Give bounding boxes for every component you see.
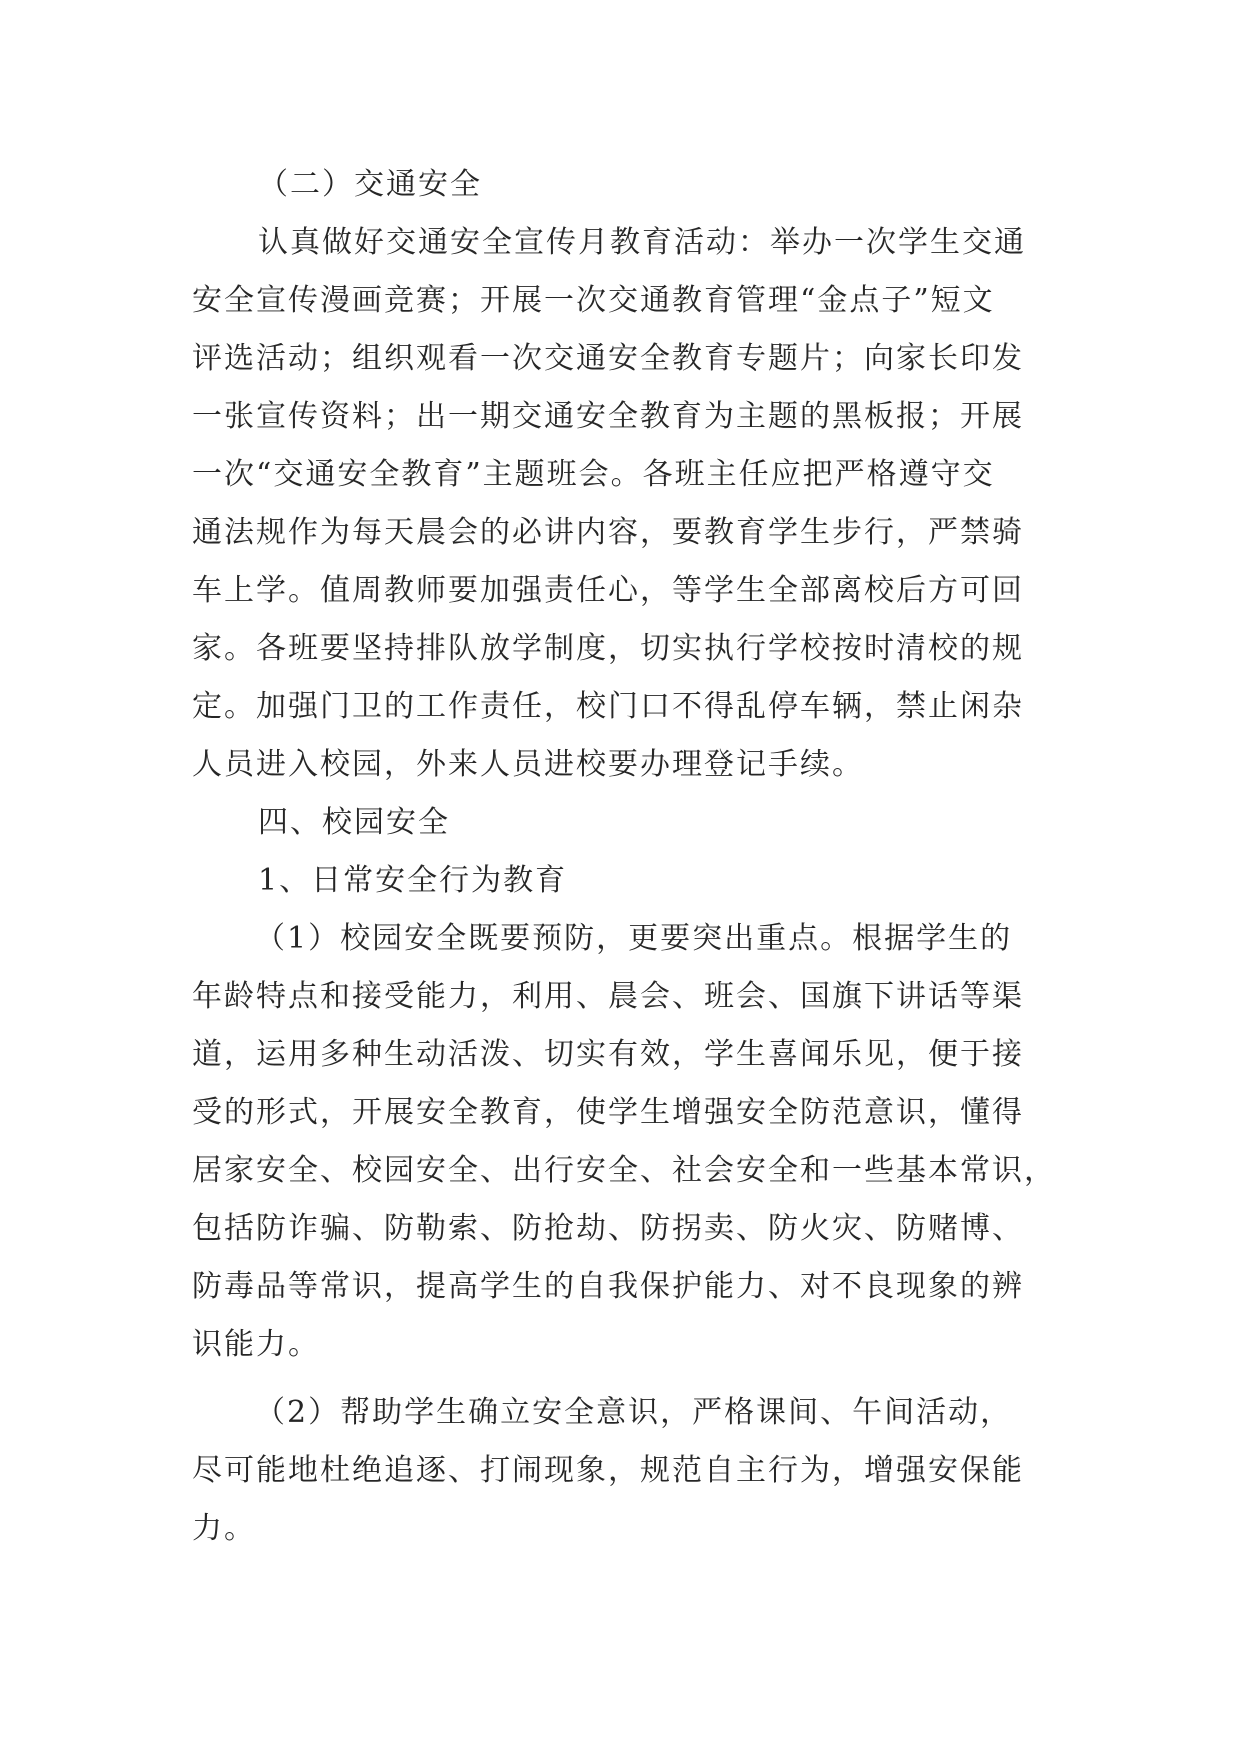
subsection-heading-daily-safety: 1、日常安全行为教育 (258, 863, 568, 898)
paragraph-line: （2）帮助学生确立安全意识，严格课间、午间活动， (255, 1395, 1013, 1430)
paragraph-line: 力。 (192, 1511, 256, 1546)
paragraph-line: 人员进入校园，外来人员进校要办理登记手续。 (192, 747, 864, 782)
paragraph-line: 车上学。值周教师要加强责任心，等学生全部离校后方可回 (192, 573, 1024, 608)
paragraph-line: 评选活动；组织观看一次交通安全教育专题片；向家长印发 (192, 341, 1024, 376)
paragraph-line: 安全宣传漫画竞赛；开展一次交通教育管理“金点子”短文 (192, 283, 995, 318)
paragraph-line: 一次“交通安全教育”主题班会。各班主任应把严格遵守交 (192, 457, 995, 492)
paragraph-line: 识能力。 (192, 1327, 320, 1362)
paragraph-line: 尽可能地杜绝追逐、打闹现象，规范自主行为，增强安保能 (192, 1453, 1024, 1488)
paragraph-line: 受的形式，开展安全教育，使学生增强安全防范意识，懂得 (192, 1095, 1024, 1130)
paragraph-line: 居家安全、校园安全、出行安全、社会安全和一些基本常识， (192, 1153, 1056, 1188)
paragraph-line: 道，运用多种生动活泼、切实有效，学生喜闻乐见，便于接 (192, 1037, 1024, 1072)
paragraph-line: （1）校园安全既要预防，更要突出重点。根据学生的 (255, 921, 1013, 956)
paragraph-line: 年龄特点和接受能力，利用、晨会、班会、国旗下讲话等渠 (192, 979, 1024, 1014)
paragraph-line: 通法规作为每天晨会的必讲内容，要教育学生步行，严禁骑 (192, 515, 1024, 550)
paragraph-line: 认真做好交通安全宣传月教育活动：举办一次学生交通 (258, 225, 1026, 260)
paragraph-line: 家。各班要坚持排队放学制度，切实执行学校按时清校的规 (192, 631, 1024, 666)
paragraph-line: 定。加强门卫的工作责任，校门口不得乱停车辆，禁止闲杂 (192, 689, 1024, 724)
paragraph-line: 包括防诈骗、防勒索、防抢劫、防拐卖、防火灾、防赌博、 (192, 1211, 1024, 1246)
paragraph-line: 防毒品等常识，提高学生的自我保护能力、对不良现象的辨 (192, 1269, 1024, 1304)
section-heading-traffic-safety: （二）交通安全 (258, 167, 482, 202)
paragraph-line: 一张宣传资料；出一期交通安全教育为主题的黑板报；开展 (192, 399, 1024, 434)
section-heading-campus-safety: 四、校园安全 (258, 805, 450, 840)
